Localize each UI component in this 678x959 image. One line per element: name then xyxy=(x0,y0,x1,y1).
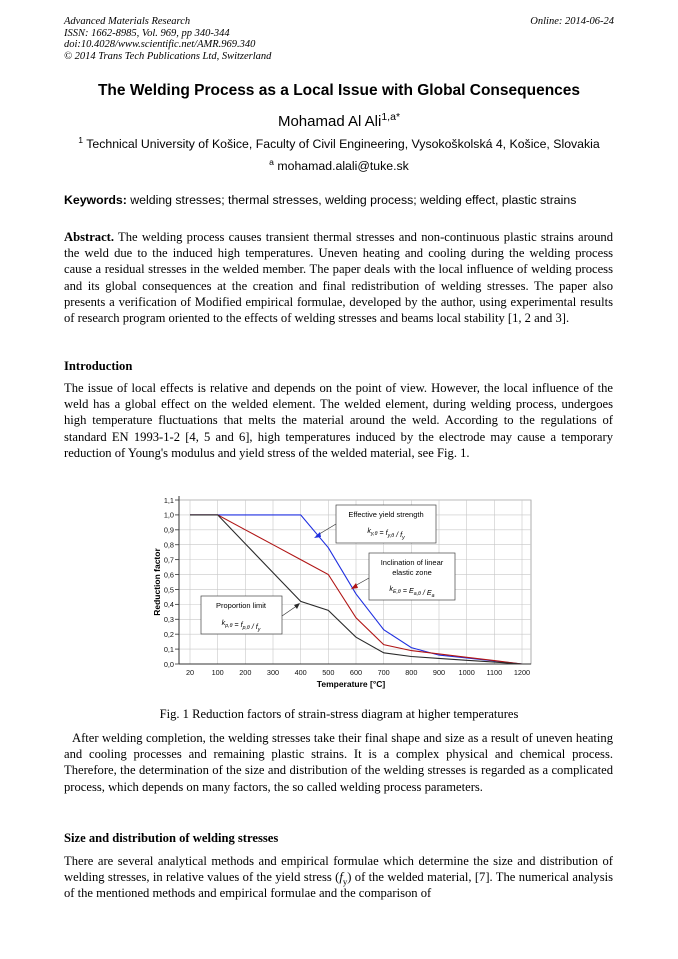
keywords-label: Keywords: xyxy=(64,193,127,207)
affiliation xyxy=(0,134,678,151)
y-tick-label: 0,8 xyxy=(163,540,174,550)
x-tick-label: 1100 xyxy=(486,668,503,677)
x-tick-label: 800 xyxy=(405,668,418,677)
y-tick-label: 1,1 xyxy=(163,495,174,505)
introduction-heading: Introduction xyxy=(64,359,133,373)
y-axis-label: Reduction factor xyxy=(152,548,162,616)
x-axis-label: Temperature [°C] xyxy=(316,679,386,689)
email-sup: a xyxy=(269,156,274,167)
annotation-title-elastic-2: elastic zone xyxy=(392,568,432,577)
y-tick-label: 0,2 xyxy=(163,629,174,639)
y-tick-label: 0,1 xyxy=(163,644,174,654)
x-tick-label: 300 xyxy=(266,668,280,677)
author-sup: 1,a* xyxy=(381,111,401,123)
annotation-title-yield: Effective yield strength xyxy=(348,510,424,519)
email-line xyxy=(0,156,678,173)
figure-caption: Fig. 1 Reduction factors of strain-stress diagram at higher temperatures xyxy=(159,707,519,721)
annotation-title-proportion: Proportion limit xyxy=(215,601,267,610)
y-tick-label: 0,5 xyxy=(163,585,174,595)
y-tick-label: 0,4 xyxy=(163,600,174,610)
keywords-text: welding stresses; thermal stresses, welding process; welding effect, plastic strains xyxy=(130,193,577,207)
x-tick-label: 700 xyxy=(377,668,390,677)
x-tick-label: 100 xyxy=(211,668,224,677)
abstract-label: Abstract. xyxy=(64,230,115,244)
reduction-factor-chart xyxy=(148,490,538,696)
affiliation-sup: 1 xyxy=(78,134,84,145)
paper-title: The Welding Process as a Local Issue with Global Consequences xyxy=(97,82,581,99)
section-text-a: There are several analytical methods and empirical formulae which determine the size and distribution of welding stresses, in relative values of the yield stress ( xyxy=(64,854,613,885)
annotation-formula-elastic: $k_{E,\theta} = E_{a,\theta} / E_a$ xyxy=(389,584,435,599)
issn-line: ISSN: 1662-8985, Vol. 969, pp 340-344 xyxy=(64,27,230,39)
email-address[interactable]: mohamad.alali@tuke.sk xyxy=(277,159,409,173)
online-date: Online: 2014-06-24 xyxy=(530,16,614,27)
annotation-formula-proportion: $k_{p,\theta} = f_{p,\theta} / f_y$ xyxy=(221,618,261,633)
x-tick-label: 1200 xyxy=(513,668,531,677)
yield-symbol: f xyxy=(339,870,343,885)
y-tick-label: 0,6 xyxy=(163,570,174,580)
section-heading: Size and distribution of welding stresses xyxy=(64,831,279,845)
copyright-line: © 2014 Trans Tech Publications Ltd, Switzerland xyxy=(64,50,272,62)
section-text xyxy=(64,853,613,902)
keywords xyxy=(64,193,576,207)
journal-name: Advanced Materials Research xyxy=(64,16,191,27)
x-tick-label: 1000 xyxy=(458,668,475,677)
author-name: Mohamad Al Ali xyxy=(277,113,382,130)
x-tick-label: 600 xyxy=(349,668,363,677)
affiliation-text: Technical University of Košice, Faculty of Civil Engineering, Vysokoškolská 4, Košice, Slovakia xyxy=(86,137,600,151)
abstract xyxy=(64,229,613,326)
y-tick-label: 0,7 xyxy=(163,555,174,565)
y-tick-label: 0,3 xyxy=(163,615,174,625)
x-tick-label: 400 xyxy=(294,668,307,677)
yield-symbol-sub: y xyxy=(342,876,348,887)
y-tick-label: 1,0 xyxy=(163,510,174,520)
y-tick-label: 0,0 xyxy=(163,659,174,669)
after-figure-paragraph: After welding completion, the welding stresses take their final shape and size as a result of uneven heating and cooling processes and remaining plastic strains. It is a complex physical and chemical process. Therefore, the determination of the size and distribution of the welding stresses is regarded as a complicated process, which depends on many factors, the so called welding process parameters. xyxy=(64,731,613,794)
abstract-text: The welding process causes transient thermal stresses and non-continuous plastic strains around the weld due to the induced high temperatures. Uneven heating and cooling during the welding process cause a residual stresses in the welded member. The paper deals with the local influence of welding process and its global consequences at the creation and final redistribution of welding stresses. The paper also presents a verification of Modified empirical formulae, developed by the author, using experimental results of research program oriented to the effects of welding stresses and beams local stability [1, 2 and 3]. xyxy=(64,230,613,326)
journal-header xyxy=(64,16,271,62)
annotation-formula-yield: $k_{y,\theta} = f_{y,\theta} / f_y$ xyxy=(367,526,405,541)
section-text-b: ) of the welded material, [7]. The numerical analysis of the mentioned methods and empirical formulae and the comparison of xyxy=(64,870,613,901)
x-tick-label: 900 xyxy=(432,668,446,677)
introduction-text: The issue of local effects is relative and depends on the point of view. However, the local influence of the weld has a global effect on the welded element. The welded element, during welding process, undergoes high temperature fluctuations that melts the material around the weld. According to the regulations of standard EN 1993-1-2 [4, 5 and 6], high temperatures induced by the electrode may cause a temporary reduction of Young's modulus and yield stress of the welded material, see Fig. 1. xyxy=(64,381,613,460)
author-line xyxy=(0,113,678,130)
x-tick-label: 500 xyxy=(322,668,335,677)
x-tick-label: 200 xyxy=(239,668,252,677)
doi-line: doi:10.4028/www.scientific.net/AMR.969.340 xyxy=(64,39,256,50)
x-tick-label: 20 xyxy=(185,668,195,677)
y-tick-label: 0,9 xyxy=(163,525,174,535)
annotation-title-elastic: Inclination of linear xyxy=(380,558,444,567)
